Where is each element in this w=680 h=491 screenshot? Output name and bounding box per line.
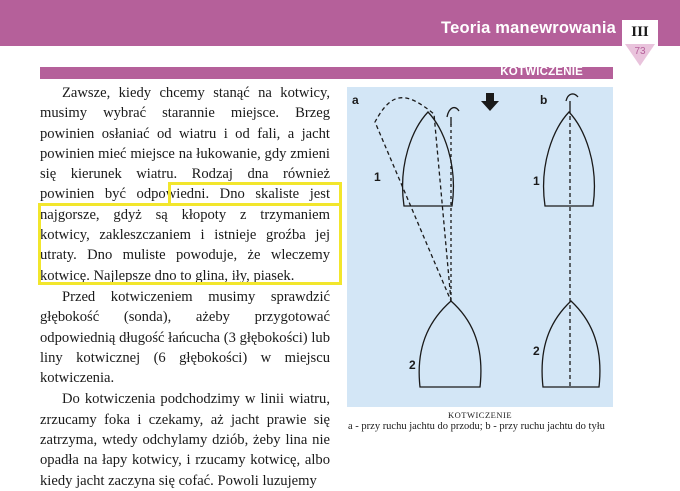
hull-a2 (419, 301, 481, 387)
paragraph-1: Zawsze, kiedy chcemy stanąć na kotwicy, musimy wybrać starannie miejsce. Brzeg powinien osłaniać od wiatru i od fali, a jacht powinien mieć miejsce na łukowanie, gdy zmieni się kierunek wiatru. Rodzaj dna również powinien być odpowiedni. Dno skaliste jest najgorsze, gdyż są kłopoty z trzymaniem kotwicy, zakleszczaniem i istnieje groźba jej utraty. Dno muliste powoduje, że wleczemy kotwicę. Najlepsze dno to glina, iły, piasek. (40, 85, 330, 284)
anchor-icon-a (447, 108, 459, 125)
wind-arrow-icon (481, 93, 499, 111)
section-title: KOTWICZENIE (500, 66, 583, 78)
page-number: 73 (634, 46, 646, 57)
figure-caption: a - przy ruchu jachtu do przodu; b - przy ruchu jachtu do tyłu (348, 421, 605, 432)
chapter-title: Teoria manewrowania (441, 19, 616, 37)
paragraph-3: Do kotwiczenia podchodzimy w linii wiatru, zrzucamy foka i czekamy, aż jacht prawie się zatrzyma, wtedy odchylamy dziób, żeby lina nie opadła na łapy kotwicy, i rzucamy kotwicę, albo kiedy jacht zaczyna się cofać. Powoli luzujemy (40, 391, 330, 489)
chapter-tab (622, 20, 658, 72)
section-bar (40, 67, 613, 79)
label-2-b: 2 (533, 344, 540, 358)
anchoring-diagram (347, 87, 613, 407)
hull-b2 (542, 301, 600, 387)
hull-a1 (403, 112, 454, 206)
paragraph-2: Przed kotwiczeniem musimy sprawdzić głębokość (sonda), ażeby przygotować odpowiednią długość łańcucha (3 głębokości) lub liny kotwicznej (6 głębokości) w miejscu kotwiczenia. (40, 288, 330, 387)
label-1-a: 1 (374, 170, 381, 184)
label-1-b: 1 (533, 174, 540, 188)
anchoring-figure (347, 87, 613, 407)
anchor-icon-b (566, 94, 578, 109)
label-2-a: 2 (409, 358, 416, 372)
hull-b1 (544, 112, 595, 206)
header-band (0, 0, 680, 46)
figure-title: KOTWICZENIE (447, 410, 513, 420)
body-text (40, 83, 330, 491)
highlight-box-main (38, 203, 342, 285)
panel-a-label: a (352, 93, 359, 107)
panel-b-label: b (540, 93, 548, 107)
chapter-number: III (631, 24, 649, 40)
